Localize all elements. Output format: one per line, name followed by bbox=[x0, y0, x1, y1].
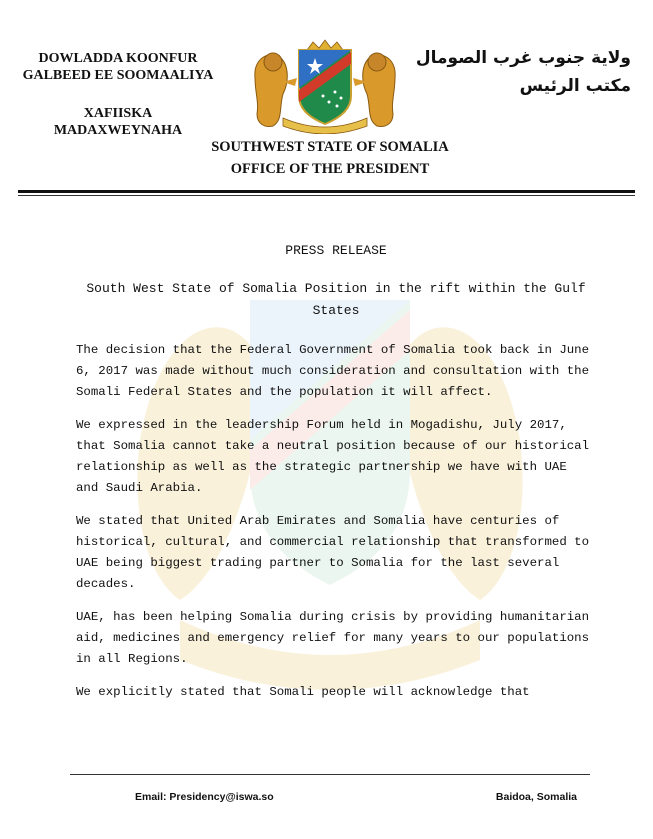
english-line-1: SOUTHWEST STATE OF SOMALIA bbox=[211, 139, 449, 155]
arabic-header bbox=[411, 44, 631, 100]
english-header bbox=[180, 136, 480, 180]
document-subject: South West State of Somalia Position in the rift within the Gulf States bbox=[86, 281, 586, 318]
somali-line-2: GALBEED EE SOOMAALIYA bbox=[22, 68, 214, 83]
arabic-line-2: مكتب الرئيس bbox=[519, 76, 631, 96]
footer-location: Baidoa, Somalia bbox=[495, 791, 577, 803]
press-release-body bbox=[76, 243, 596, 715]
somali-office-name bbox=[18, 105, 218, 139]
right-lion-icon bbox=[353, 53, 395, 127]
left-lion-icon bbox=[255, 53, 297, 127]
paragraph-2: We expressed in the leadership Forum held in Mogadishu, July 2017, that Somalia cannot take a neutral position because of our historical relationship as well as the strategic partnership we have with UAE and Saudi Arabia. bbox=[76, 418, 590, 495]
somali-line-1: DOWLADDA KOONFUR bbox=[38, 51, 198, 66]
somali-state-name bbox=[18, 50, 218, 84]
footer-email: Email: Presidency@iswa.so bbox=[135, 791, 274, 803]
shield-icon bbox=[299, 50, 351, 124]
somali-office-line-1: XAFIISKA bbox=[83, 106, 153, 121]
paragraph-3: We stated that United Arab Emirates and Somalia have centuries of historical, cultural, and commercial relationship that transformed to UAE being biggest trading partner to Somalia for the last several decades. bbox=[76, 514, 590, 591]
paragraph-4: UAE, has been helping Somalia during crisis by providing humanitarian aid, medicines and emergency relief for many years to our populations in all Regions. bbox=[76, 610, 590, 666]
english-line-2: OFFICE OF THE PRESIDENT bbox=[230, 161, 430, 177]
header-divider-thick bbox=[18, 190, 635, 193]
footer-divider bbox=[70, 774, 590, 775]
paragraph-1: The decision that the Federal Government of Somalia took back in June 6, 2017 was made without much consideration and consultation with the Somali Federal States and the population it will affect. bbox=[76, 343, 590, 399]
arabic-line-1: ولاية جنوب غرب الصومال bbox=[415, 48, 631, 68]
document-type-title: PRESS RELEASE bbox=[285, 243, 387, 258]
coat-of-arms-logo bbox=[243, 38, 407, 134]
header-divider-thin bbox=[18, 195, 635, 196]
somali-office-line-2: MADAXWEYNAHA bbox=[53, 123, 183, 138]
paragraph-5: We explicitly stated that Somali people will acknowledge that bbox=[76, 685, 530, 699]
